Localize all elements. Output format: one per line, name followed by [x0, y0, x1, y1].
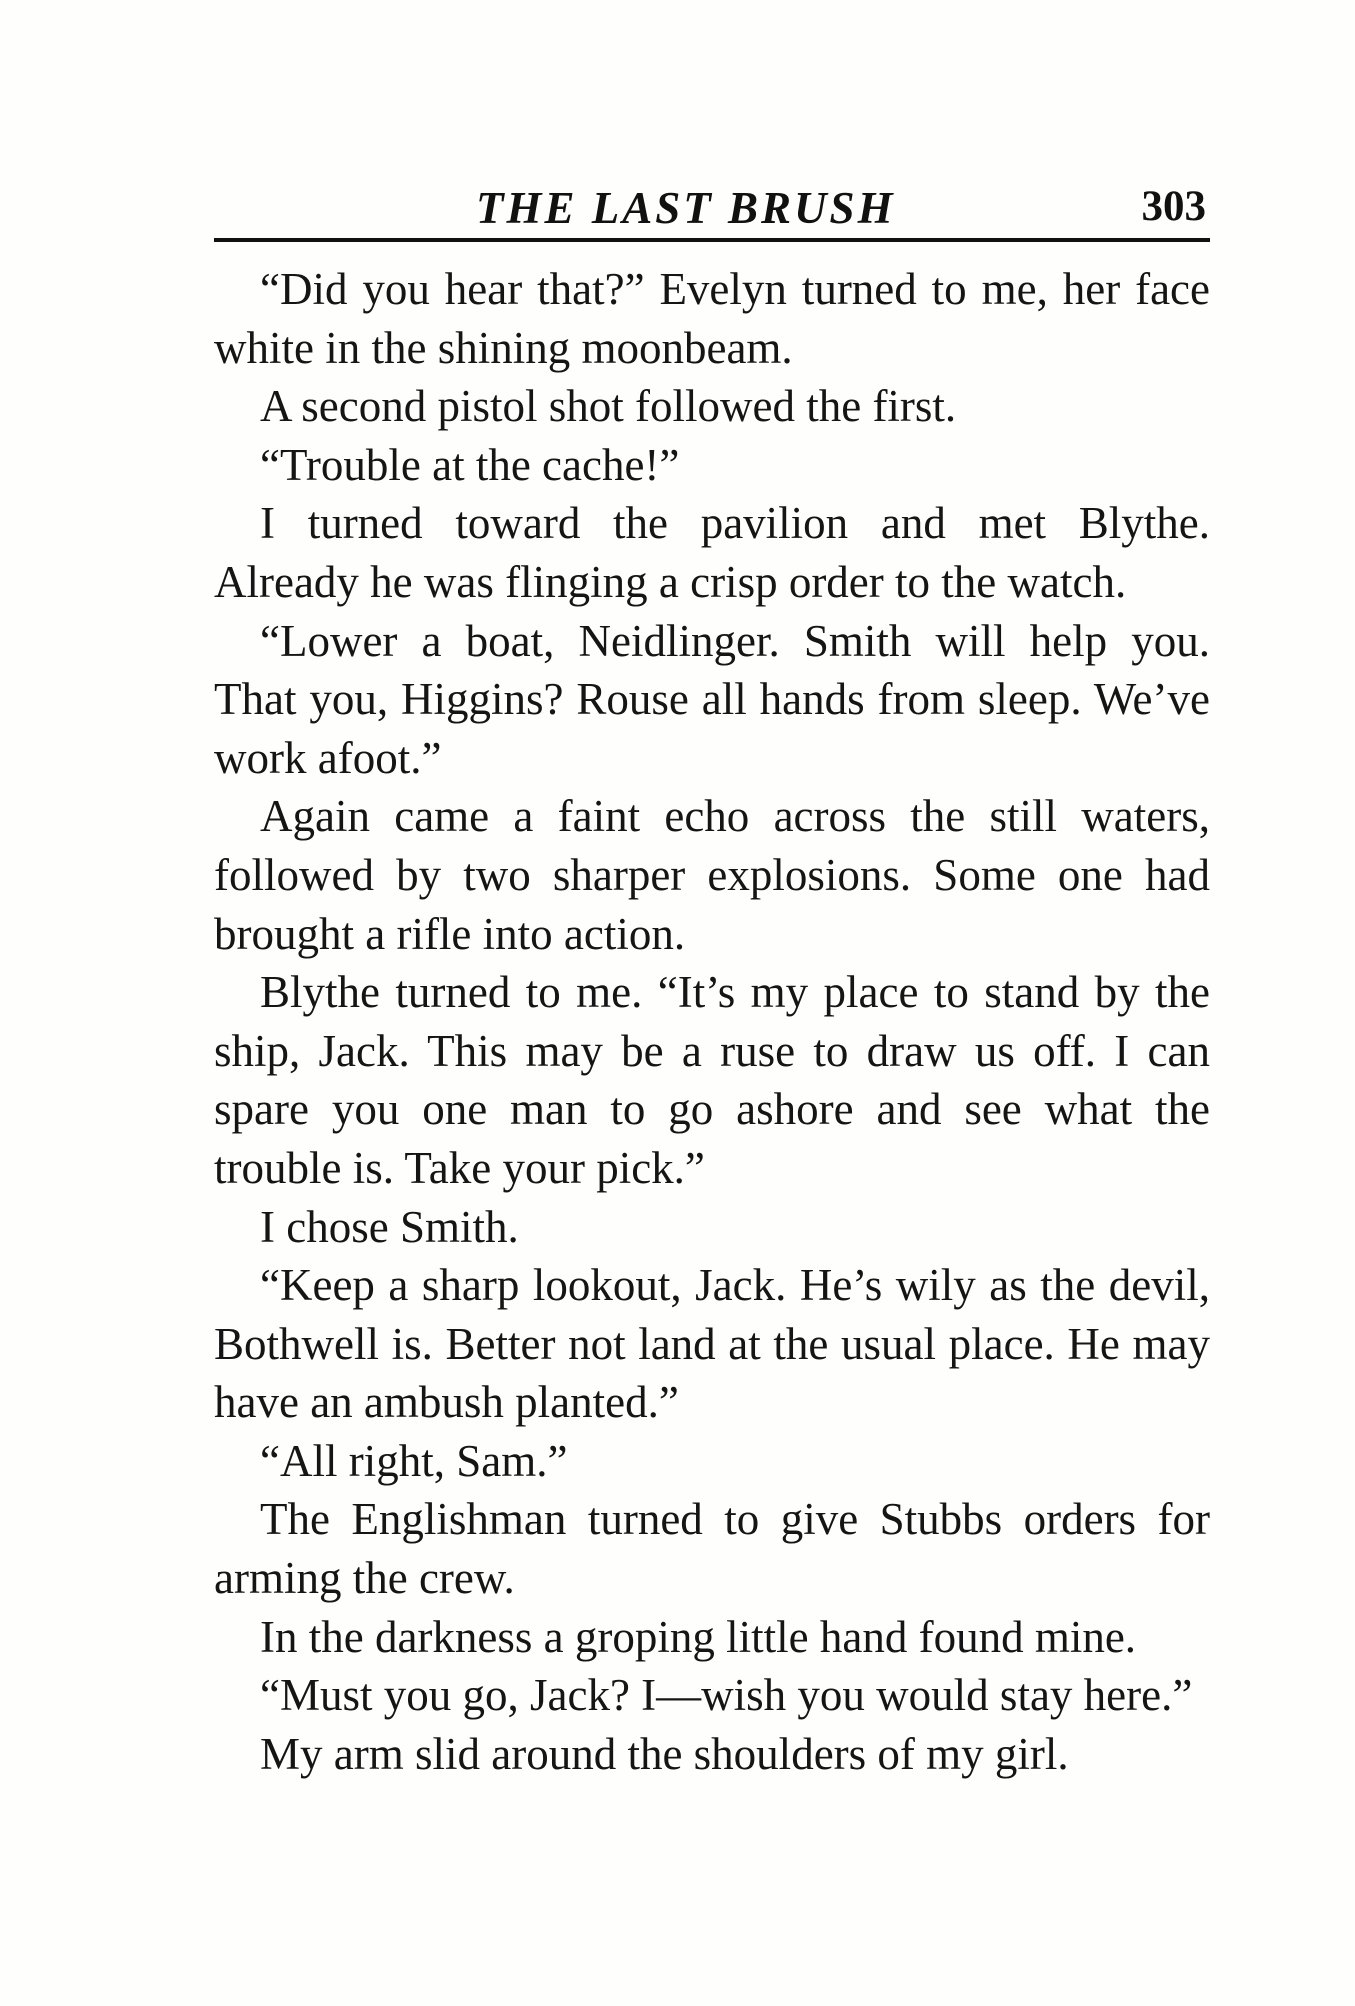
paragraph: “Trouble at the cache!” [260, 439, 680, 490]
paragraph: I chose Smith. [260, 1201, 519, 1252]
paragraph: Again came a faint echo across the still waters, followed by two sharper explosions. Some one had brought a rifle into action. [214, 791, 1210, 959]
paragraph: “Must you go, Jack? I—wish you would stay here.” [260, 1670, 1193, 1721]
paragraph: My arm slid around the shoulders of my girl. [260, 1728, 1069, 1779]
paragraph: “Lower a boat, Neidlinger. Smith will help you. That you, Higgins? Rouse all hands from sleep. We’ve work afoot.” [214, 615, 1210, 783]
paragraph: “Did you hear that?” Evelyn turned to me, her face white in the shining moonbeam. [214, 264, 1210, 373]
page-header [214, 182, 1214, 232]
paragraph: “Keep a sharp lookout, Jack. He’s wily as the devil, Bothwell is. Better not land at the usual place. He may have an ambush planted.” [214, 1260, 1210, 1428]
paragraph: A second pistol shot followed the first. [260, 381, 957, 432]
page-number: 303 [1141, 183, 1206, 230]
header-rule [214, 238, 1210, 242]
paragraph: I turned toward the pavilion and met Blythe. Already he was flinging a crisp order to the watch. [214, 498, 1210, 607]
paragraph: In the darkness a groping little hand found mine. [260, 1611, 1137, 1662]
running-title: THE LAST BRUSH [476, 183, 896, 233]
body-text [214, 260, 1210, 1783]
paragraph: “All right, Sam.” [260, 1435, 568, 1486]
paragraph: Blythe turned to me. “It’s my place to stand by the ship, Jack. This may be a ruse to draw us off. I can spare you one man to go ashore and see what the trouble is. Take your pick.” [214, 967, 1210, 1193]
paragraph: The Englishman turned to give Stubbs orders for arming the crew. [214, 1494, 1210, 1604]
